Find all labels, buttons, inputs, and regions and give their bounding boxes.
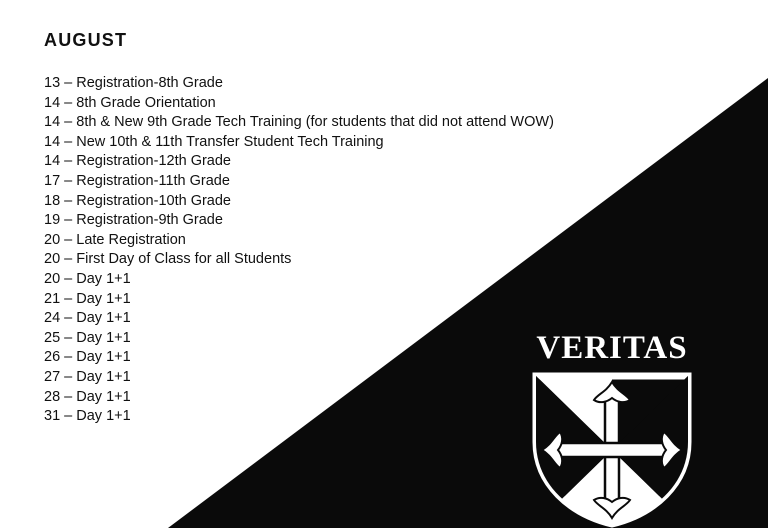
list-item: 21 – Day 1+1	[44, 290, 131, 307]
list-item: 20 – Day 1+1	[44, 270, 131, 287]
list-item: 19 – Registration-9th Grade	[44, 212, 223, 229]
veritas-wordmark: VERITAS	[536, 330, 688, 366]
list-item: 26 – Day 1+1	[44, 349, 131, 366]
list-item: 14 – New 10th & 11th Transfer Student Tech Training	[44, 133, 384, 150]
list-item: 17 – Registration-11th Grade	[44, 172, 230, 189]
list-item: 27 – Day 1+1	[44, 368, 131, 385]
list-item: 13 – Registration-8th Grade	[44, 75, 223, 91]
list-item: 14 – 8th Grade Orientation	[44, 94, 216, 111]
list-item: 20 – Late Registration	[44, 231, 186, 248]
dominican-shield-cross-icon	[532, 372, 692, 528]
list-item: 14 – Registration-12th Grade	[44, 153, 231, 170]
list-item: 24 – Day 1+1	[44, 310, 131, 327]
list-item: 14 – 8th & New 9th Grade Tech Training (for students that did not attend WOW)	[44, 114, 554, 131]
list-item: 28 – Day 1+1	[44, 388, 131, 405]
list-item: 25 – Day 1+1	[44, 329, 131, 346]
list-item: 20 – First Day of Class for all Students	[44, 251, 292, 268]
school-crest-logo	[512, 330, 712, 528]
page-title: AUGUST	[44, 30, 128, 50]
list-item: 31 – Day 1+1	[44, 408, 131, 425]
list-item: 18 – Registration-10th Grade	[44, 192, 231, 209]
